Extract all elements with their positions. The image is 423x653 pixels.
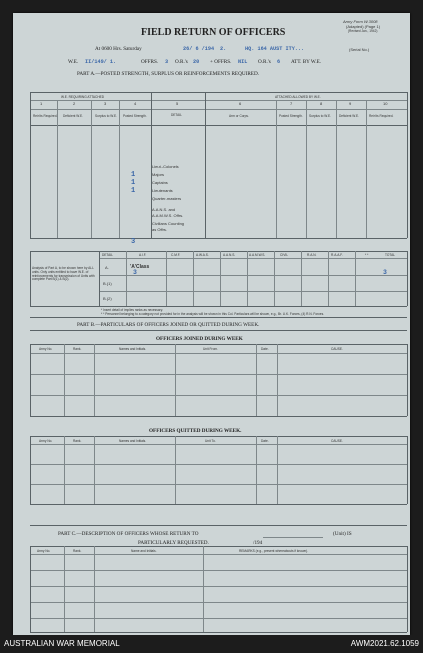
posted-majors: 1 <box>131 171 136 179</box>
plus-offrs-label: + OFFRS. <box>210 59 232 65</box>
rank-civilians: Civilians Counting <box>152 221 185 226</box>
sub-header-10: Rein'ts Required. <box>369 114 394 118</box>
analysis-header-detail: DETAIL <box>102 253 113 257</box>
analysis-header-other: * * <box>365 253 369 257</box>
footnote-1: * Insert detail of implies ranks as necessary. <box>101 308 163 312</box>
at-text: At 0600 Hrs. Saturday <box>95 46 142 52</box>
footnote-2: * * Personnel belonging to a category not provided for in the analysis will be shown in this Col. Particulars will be shown, e.g., Br. U.K. Forces, (4) R.N. Forces. <box>101 312 325 316</box>
joined-header-names: Names and Initials. <box>119 347 147 351</box>
date-typed: 26/ 6 /194 <box>183 46 215 52</box>
col-number-9: 9 <box>349 101 352 106</box>
offrs-typed: 3 <box>165 59 169 65</box>
col-number-7: 7 <box>290 101 293 106</box>
att-label: ATT. BY W.E. <box>291 59 322 65</box>
analysis-header-raaf: R.A.A.F. <box>331 253 343 257</box>
analysis-header-aans: A.A.N.S. <box>223 253 236 257</box>
col-number-3: 3 <box>104 101 107 106</box>
analysis-header-cmf: C.M.F. <box>171 253 181 257</box>
joined-header-rank: Rank. <box>73 347 82 351</box>
part-c-title-2a: PARTICULARLY REQUESTED. <box>138 540 209 546</box>
ors-typed: 20 <box>193 59 200 65</box>
quitted-header-cause: CAUSE. <box>331 439 343 443</box>
analysis-header-civil: CIVIL <box>280 253 288 257</box>
sub-header-3: Surplus to W.E. <box>95 114 117 118</box>
analysis-header-total: TOTAL <box>385 253 395 257</box>
analysis-aif-value: 3 <box>133 269 137 276</box>
posted-lieutenants: 1 <box>131 187 136 195</box>
part-a-title: PART A.—POSTED STRENGTH, SURPLUS OR REINFORCEMENTS REQUIRED. <box>77 71 259 77</box>
analysis-note: Analysis of Part A, to be shown here by ALL units. Only units entitled to have W.E. of reinforcements for transmission of Units with complete Part B(1) & B(2). <box>32 266 95 282</box>
posted-total: 3 <box>131 238 136 246</box>
ors-label: O.R.'s <box>175 59 188 65</box>
col-number-5: 5 <box>176 101 179 106</box>
serial-label: (Serial No.) <box>349 47 370 52</box>
rank-majors: Majors <box>152 172 165 177</box>
plus-ors-label: O.R.'s <box>258 59 271 65</box>
col-number-8: 8 <box>320 101 323 106</box>
part-c-title-1a: PART C.—DESCRIPTION OF OFFICERS WHOSE RETURN TO <box>58 531 199 537</box>
analysis-total-value: 3 <box>383 269 387 276</box>
analysis-header-aif: A.I.F. <box>139 253 147 257</box>
analysis-header-aamws: A.A.M.W.S. <box>249 253 266 257</box>
caption-right: AWM2021.62.1059 <box>350 639 419 648</box>
quitted-title: OFFICERS QUITTED DURING WEEK. <box>149 428 242 434</box>
document-sheet <box>13 13 410 635</box>
quitted-header-names: Names and Initials. <box>119 439 147 443</box>
sub-header-2: Deficient W.E. <box>63 114 84 118</box>
part-c-header-remarks: REMARKS (e.g., present whereabouts if known). <box>239 549 309 553</box>
we-label: W.E. <box>68 59 79 65</box>
rank-lieutenants: Lieutenants <box>152 188 173 193</box>
part-c-header-army-no: Army No. <box>37 549 51 553</box>
part-b-title: PART B.—PARTICULARS OF OFFICERS JOINED OR QUITTED DURING WEEK. <box>77 322 260 328</box>
col-number-2: 2 <box>73 101 76 106</box>
col-number-6: 6 <box>239 101 242 106</box>
year-typed: 2. <box>220 46 227 52</box>
caption-left: AUSTRALIAN WAR MEMORIAL <box>4 639 120 648</box>
unit-typed: HQ. 164 AUST ITY... <box>245 46 305 52</box>
we-group-header: W.E. REQUIRING ATTACHED <box>61 95 105 99</box>
offrs-label: OFFRS. <box>141 59 159 65</box>
analysis-header-awas: A.W.A.S. <box>196 253 209 257</box>
rank-lieut-colonels: Lieut.-Colonels <box>152 164 179 169</box>
attached-group-header: ATTACHED ALLOWED BY W.E. <box>275 95 321 99</box>
joined-header-cause: CAUSE. <box>331 347 343 351</box>
part-c-header-names: Name and Initials. <box>131 549 157 553</box>
sub-header-9: Deficient W.E. <box>339 114 360 118</box>
caption-bar <box>0 635 423 653</box>
form-ref-line2: (Adapted) (Page 1) <box>346 24 381 29</box>
plus-offrs-typed: NIL <box>238 59 248 65</box>
col-number-1: 1 <box>40 101 43 106</box>
analysis-row-b1: B.(1) <box>103 281 112 286</box>
part-c-title-1b: (Unit) IS <box>333 531 352 537</box>
analysis-header-ran: R.A.N. <box>307 253 317 257</box>
joined-title: OFFICERS JOINED DURING WEEK <box>156 336 243 342</box>
rank-as-offrs: as Offrs. <box>152 227 168 232</box>
part-c-title-2b: /194 <box>253 540 263 546</box>
analysis-row-a: A. <box>105 265 109 270</box>
we-typed: II/149/ 1. <box>85 59 117 65</box>
rank-captains: Captains <box>152 180 168 185</box>
col-number-4: 4 <box>134 101 137 106</box>
form-title: FIELD RETURN OF OFFICERS <box>141 27 286 38</box>
form-ref-line1: Army Form W.3008 <box>343 19 378 24</box>
part-c-header-rank: Rank. <box>73 549 82 553</box>
rank-quartermasters: Quarter-masters <box>152 196 182 201</box>
quitted-header-unit-to: Unit To. <box>205 439 216 443</box>
sub-header-8: Surplus to W.E. <box>309 114 331 118</box>
col-number-10: 10 <box>383 101 388 106</box>
quitted-header-date: Date. <box>261 439 269 443</box>
joined-header-army-no: Army No. <box>39 347 53 351</box>
part-c-table <box>13 13 410 635</box>
quitted-header-army-no: Army No. <box>39 439 53 443</box>
posted-captains: 1 <box>131 179 136 187</box>
sub-header-6: Arm or Corps. <box>229 114 249 118</box>
form-ref-line3: (Revised Jan., 1942) <box>348 29 378 33</box>
sub-header-4: Posted Strength. <box>123 114 147 118</box>
detail-header: DETAIL <box>171 113 182 117</box>
analysis-aif-class: 'A'Class <box>130 264 150 270</box>
rank-aamws: A.A.M.W.S. Offrs. <box>152 213 184 218</box>
analysis-row-b2: B.(2) <box>103 296 112 301</box>
sub-header-7: Posted Strength. <box>279 114 303 118</box>
joined-header-date: Date. <box>261 347 269 351</box>
plus-ors-typed: 6 <box>277 59 281 65</box>
quitted-header-rank: Rank. <box>73 439 82 443</box>
rank-aans: A.A.N.S. and <box>152 207 176 212</box>
joined-header-unit-from: Unit From. <box>203 347 218 351</box>
sub-header-1: Rein'ts Required. <box>33 114 58 118</box>
